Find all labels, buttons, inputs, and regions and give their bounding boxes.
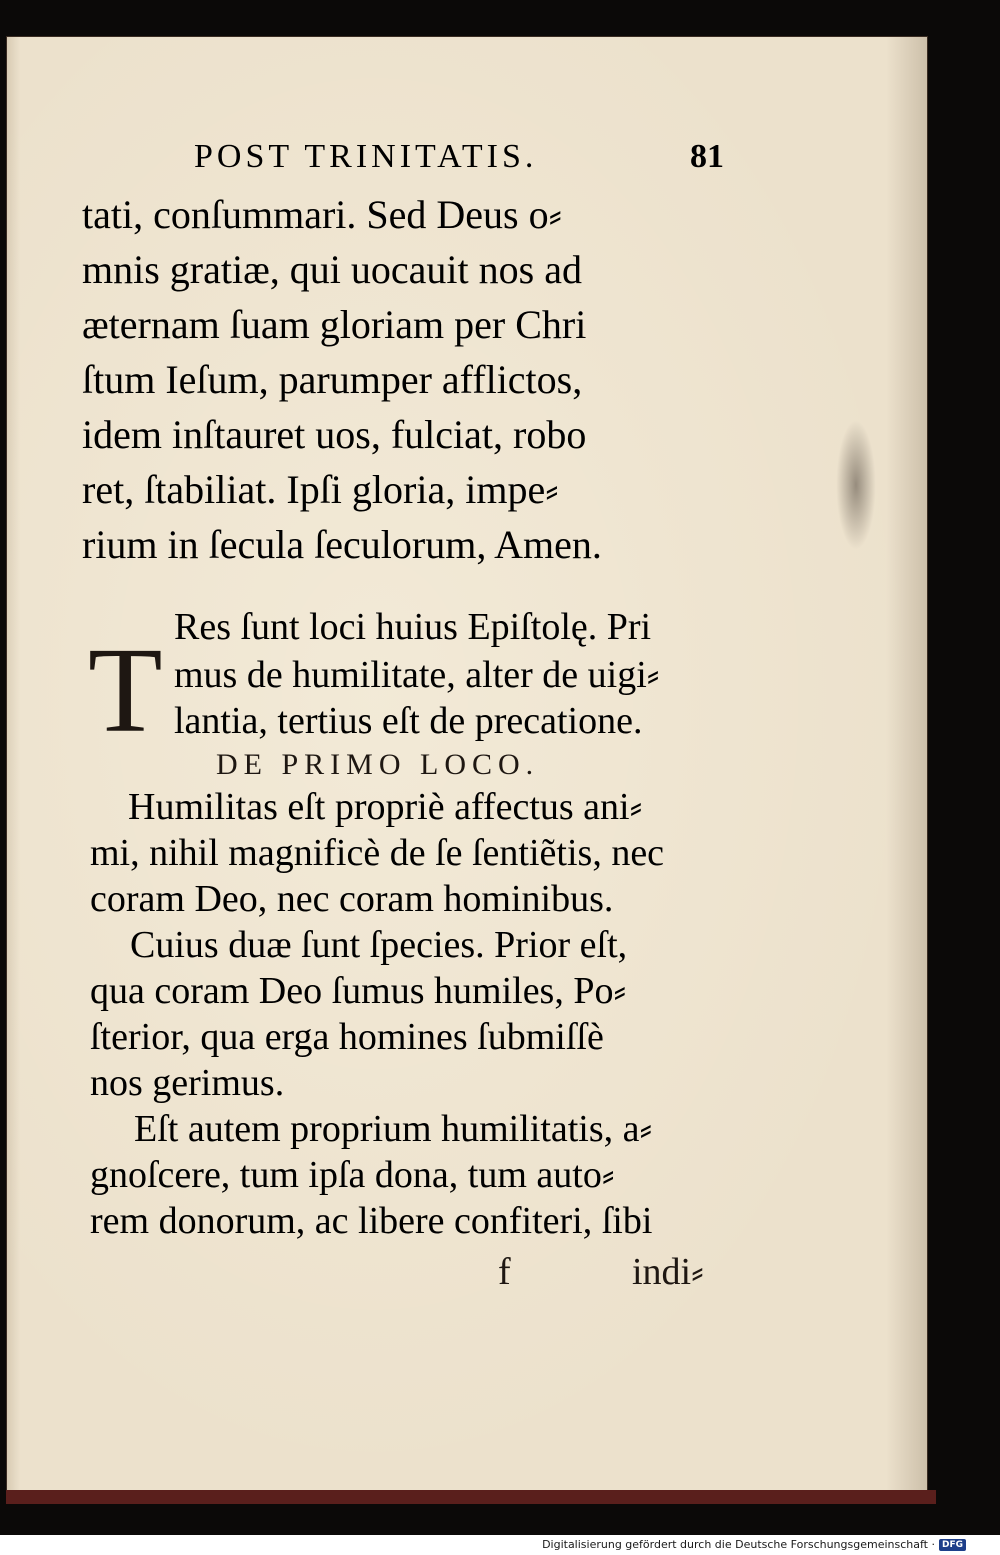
page-edge — [6, 1490, 936, 1504]
catchword: indi⸗ — [632, 1251, 704, 1293]
digitization-credit — [542, 1538, 966, 1551]
page-number: 81 — [690, 138, 724, 175]
page-stain — [836, 420, 876, 550]
text-line: rem donorum, ac libere confiteri, ſibi — [90, 1200, 653, 1242]
signature-mark: f — [498, 1251, 511, 1293]
text-line: mus de humilitate, alter de uigi⸗ — [174, 654, 660, 696]
dfg-logo: DFG — [939, 1539, 966, 1551]
text-line: rium in ſecula ſeculorum, Amen. — [82, 522, 602, 567]
text-line: gnoſcere, tum ipſa dona, tum auto⸗ — [90, 1154, 615, 1196]
text-line: coram Deo, nec coram hominibus. — [90, 878, 614, 920]
text-line: Humilitas eſt propriè affectus ani⸗ — [128, 786, 643, 828]
text-line: æternam ſuam gloriam per Chri — [82, 302, 587, 347]
text-line: Cuius duæ ſunt ſpecies. Prior eſt, — [130, 924, 628, 966]
running-head-title: POST TRINITATIS. — [194, 138, 538, 175]
drop-cap: T — [88, 623, 163, 758]
text-line: lantia, tertius eſt de precatione. — [174, 700, 643, 742]
text-line: ſtum Ieſum, parumper afflictos, — [82, 357, 583, 402]
text-line: mnis gratiæ, qui uocauit nos ad — [82, 247, 582, 292]
section-heading: DE PRIMO LOCO. — [216, 748, 540, 781]
text-line: ret, ſtabiliat. Ipſi gloria, impe⸗ — [82, 467, 559, 512]
text-line: Res ſunt loci huius Epiſtolę. Pri — [174, 606, 652, 648]
text-line: mi, nihil magnificè de ſe ſentiẽtis, nec — [90, 832, 665, 874]
text-line: ſterior, qua erga homines ſubmiſſè — [90, 1016, 604, 1058]
text-line: idem inſtauret uos, fulciat, robo — [82, 412, 587, 457]
text-line: qua coram Deo ſumus humiles, Po⸗ — [90, 970, 627, 1012]
text-line: Eſt autem proprium humilitatis, a⸗ — [134, 1108, 653, 1150]
credit-text: Digitalisierung gefördert durch die Deutsche Forschungsgemeinschaft · — [542, 1538, 935, 1551]
text-line: nos gerimus. — [90, 1062, 285, 1104]
text-line: tati, conſummari. Sed Deus o⸗ — [82, 192, 562, 237]
